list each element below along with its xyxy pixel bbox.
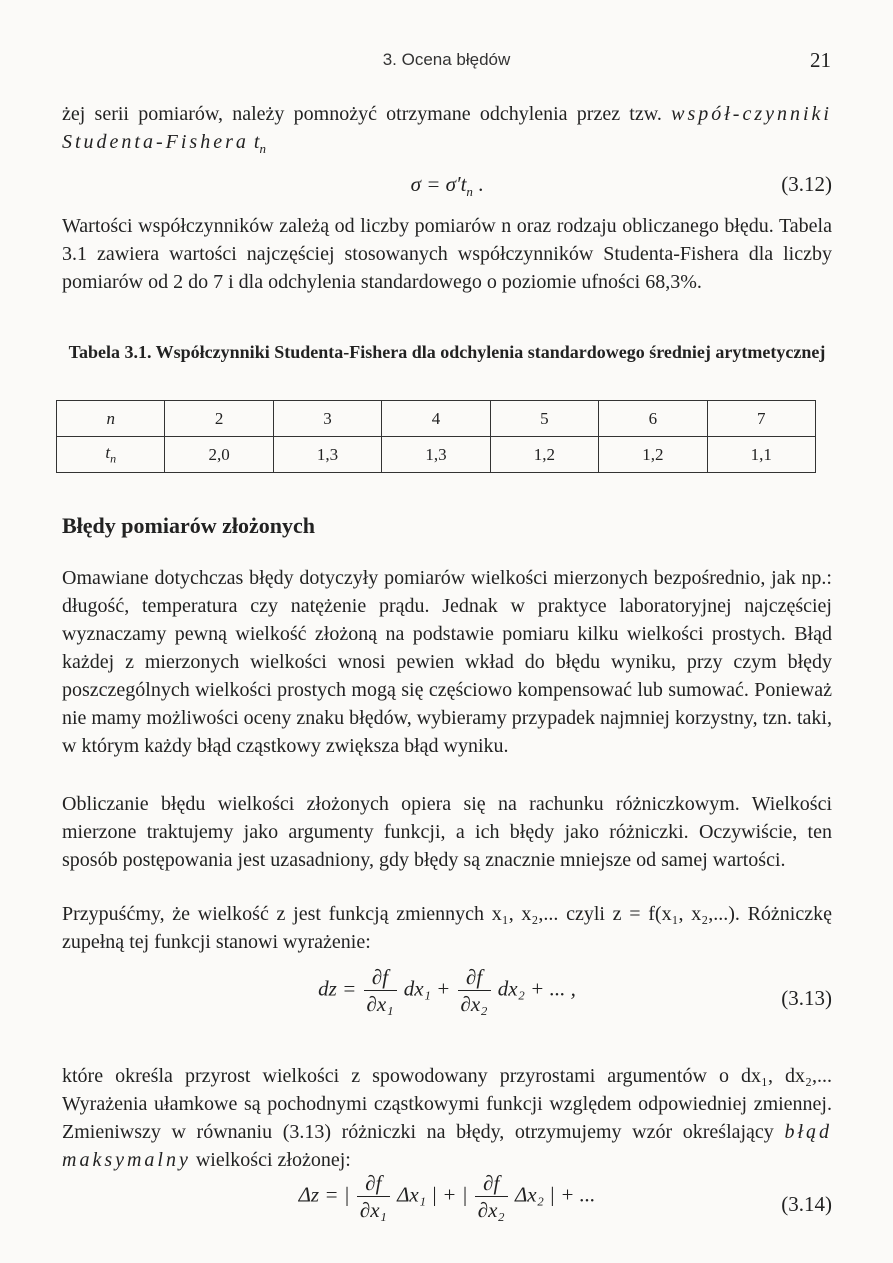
equation-3-14: Δz = | $\frac{\partial f}{\text{∂x₁}}$ Δx₁ | + | $\frac{\partial f}{\text{∂x₂}}$ Δx₂ | + ... (3.14) — [298, 1171, 832, 1222]
equation-number: (3.12) — [781, 172, 832, 196]
term-max-error: błąd maksymalny — [62, 1121, 832, 1171]
running-header: 3. Ocena błędów — [382, 50, 511, 69]
section-heading: Błędy pomiarów złożonych — [62, 513, 315, 538]
partial-fraction: $\frac{\partial f}{\text{∂x₂}}$ — [475, 1170, 508, 1223]
paragraph-function: Przypuśćmy, że wielkość z jest funkcją zmiennych x₁, x₂,... czyli z = f(x₁, x₂,...). Różniczkę zupełną tej funkcji stanowi wyrażenie: — [62, 903, 832, 953]
table-row — [57, 437, 816, 473]
equation-3-13: dz = $\frac{\partial f}{\text{∂x₁}}$ dx₁ + $\frac{\partial f}{\text{∂x₂}}$ dx₂ + ... , (3.13) — [318, 965, 832, 1016]
table-cell: 7 — [707, 401, 815, 437]
table-cell: 1,1 — [707, 437, 815, 473]
row-label-tn: $t_n$ — [57, 437, 165, 473]
table-caption: Tabela 3.1. Współczynniki Studenta-Fishera dla odchylenia standardowego średniej arytmetycznej — [68, 342, 826, 362]
equation-3-12: $\sigma = \sigma't_n$ . (3.12) — [410, 172, 832, 200]
table-cell: 1,3 — [273, 437, 381, 473]
row-label-n: n — [57, 401, 165, 437]
term-student-fisher: współ-czynniki Studenta-Fishera — [62, 103, 832, 153]
paragraph-differential: Obliczanie błędu wielkości złożonych opiera się na rachunku różniczkowym. Wielkości mierzone traktujemy jako argumenty funkcji, a ich błędy jako różniczki. Oczywiście, ten sposób postępowania jest uzasadniony, gdy błędy są znacznie mniejsze od samej wartości. — [62, 793, 832, 871]
student-fisher-table — [56, 400, 816, 473]
equation-number: (3.13) — [781, 986, 832, 1010]
table-cell: 1,2 — [599, 437, 707, 473]
table-cell: 3 — [273, 401, 381, 437]
equation-number: (3.14) — [781, 1192, 832, 1216]
table-cell: 6 — [599, 401, 707, 437]
partial-fraction: $\frac{\partial f}{\text{∂x₂}}$ — [458, 964, 491, 1017]
partial-fraction: $\frac{\partial f}{\text{∂x₁}}$ — [357, 1170, 390, 1223]
page-number: 21 — [810, 48, 831, 72]
intro-paragraph: żej serii pomiarów, należy pomnożyć otrzymane odchylenia przez tzw. współ-czynniki Studenta-Fishera $t_n$ — [62, 103, 832, 156]
table-cell: 1,2 — [490, 437, 598, 473]
table-cell: 4 — [382, 401, 490, 437]
table-cell: 1,3 — [382, 437, 490, 473]
table-cell: 2,0 — [165, 437, 273, 473]
paragraph-coefficients: Wartości współczynników zależą od liczby pomiarów n oraz rodzaju obliczanego błędu. Tabela 3.1 zawiera wartości najczęściej stosowanych współczynników Studenta-Fishera dla liczby pomiarów od 2 do 7 i dla odchylenia standardowego o poziomie ufności 68,3%. — [62, 215, 832, 293]
partial-fraction: $\frac{\partial f}{\text{∂x₁}}$ — [364, 964, 397, 1017]
paragraph-composite-errors: Omawiane dotychczas błędy dotyczyły pomiarów wielkości mierzonych bezpośrednio, jak np.: długość, temperatura czy natężenie prądu. Jednak w praktyce laboratoryjnej najczęściej wyznaczamy pewną wielkość złożoną na podstawie pomiaru kilku wielkości prostych. Błąd każdej z mierzonych wielkości wnosi pewien wkład do błędu wyniku, przy czym błędy poszczególnych wielkości prostych mogą się częściowo kompensować lub sumować. Ponieważ nie mamy możliwości oceny znaku błędów, wybieramy przypadek najmniej korzystny, tzn. taki, w którym każdy błąd cząstkowy zwiększa błąd wyniku. — [62, 567, 832, 757]
table-cell: 2 — [165, 401, 273, 437]
table-row — [57, 401, 816, 437]
paragraph-max-error: które określa przyrost wielkości z spowodowany przyrostami argumentów o dx₁, dx₂,... Wyrażenia ułamkowe są pochodnymi cząstkowymi funkcji względem odpowiedniej zmiennej. Zmieniwszy w równaniu (3.13) różniczki na błędy, otrzymujemy wzór określający błąd maksymalny wielkości złożonej: — [62, 1065, 832, 1171]
table-cell: 5 — [490, 401, 598, 437]
